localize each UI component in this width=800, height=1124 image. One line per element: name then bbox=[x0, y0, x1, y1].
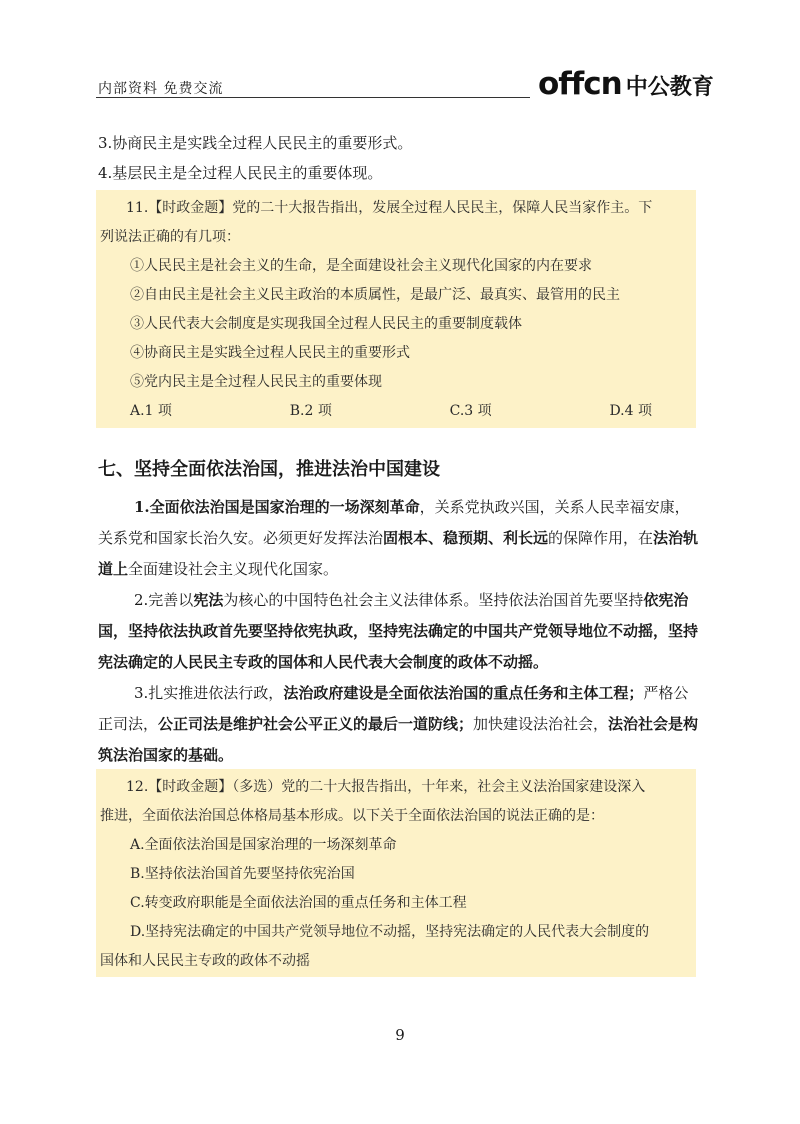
section-7-title: 七、坚持全面依法治国，推进法治中国建设 bbox=[98, 459, 440, 480]
section-7-paragraph-2 bbox=[98, 585, 702, 678]
intro-point-3: 3.协商民主是实践全过程人民民主的重要形式。 bbox=[98, 134, 413, 152]
q11-option-a: A.1 项 bbox=[130, 403, 172, 419]
q11-option-b: B.2 项 bbox=[289, 403, 332, 419]
question-12-box bbox=[96, 769, 696, 977]
q11-option-c: C.3 项 bbox=[449, 403, 492, 419]
offcn-logo bbox=[538, 66, 714, 102]
q12-option-d: D.坚持宪法确定的中国共产党领导地位不动摇，坚持宪法确定的人民代表大会制度的 bbox=[130, 924, 650, 940]
section-7-paragraph-1 bbox=[98, 492, 702, 585]
question-11-box bbox=[96, 190, 696, 428]
header-divider bbox=[96, 97, 530, 98]
q11-stem-line2: 列说法正确的有几项： bbox=[100, 229, 240, 245]
p2-text-c: 为核心的中国特色社会主义法律体系。坚持依法治国首先要坚持 bbox=[223, 591, 644, 609]
p2-bold-d: 依宪治国，坚持依法执政首先要坚持依宪执政，坚持宪法确定的中国共产党领导地位不动摇，坚持宪法确定的人民民主专政的国体和人民代表大会制度的政体不动摇。 bbox=[98, 591, 699, 671]
p1-text-d: 的保障作用，在 bbox=[548, 529, 654, 547]
q11-statement: ③人民代表大会制度是实现我国全过程人民民主的重要制度载体 bbox=[130, 316, 522, 332]
logo-en: offcn bbox=[538, 66, 622, 102]
intro-point-4: 4.基层民主是全过程人民民主的重要体现。 bbox=[98, 164, 383, 182]
p3-text-c: 严格公正司法， bbox=[98, 684, 689, 733]
q12-stem-line1: 12.【时政金题】（多选）党的二十大报告指出，十年来，社会主义法治国家建设深入 bbox=[126, 779, 646, 795]
q11-option-d: D.4 项 bbox=[609, 403, 652, 419]
q12-option-c: C.转变政府职能是全面依法治国的重点任务和主体工程 bbox=[130, 895, 467, 911]
header-left-text: 内部资料 免费交流 bbox=[98, 81, 224, 97]
q12-option-d-line2: 国体和人民民主专政的政体不动摇 bbox=[100, 953, 310, 969]
q11-statement: ②自由民主是社会主义民主政治的本质属性，是最广泛、最真实、最管用的民主 bbox=[130, 287, 620, 303]
p1-bold-a: 1.全面依法治国是国家治理的一场深刻革命 bbox=[134, 498, 420, 516]
q11-statement: ④协商民主是实践全过程人民民主的重要形式 bbox=[130, 345, 410, 361]
q11-stem-line1: 11.【时政金题】党的二十大报告指出，发展全过程人民民主，保障人民当家作主。下 bbox=[126, 200, 653, 216]
p1-bold-c: 固根本、稳预期、利长远 bbox=[383, 529, 549, 547]
p3-bold-b: 法治政府建设是全面依法治国的重点任务和主体工程； bbox=[283, 684, 644, 702]
p3-bold-f: 法治社会是构筑法治国家的基础。 bbox=[98, 715, 699, 764]
p3-bold-d: 公正司法是维护社会公平正义的最后一道防线； bbox=[158, 715, 474, 733]
q12-option-b: B.坚持依法治国首先要坚持依宪治国 bbox=[130, 866, 355, 882]
p1-bold-e: 法治轨道上 bbox=[98, 529, 699, 578]
p3-text-a: 3.扎实推进依法行政， bbox=[134, 684, 284, 702]
p2-text-a: 2.完善以 bbox=[134, 591, 194, 609]
p2-bold-b: 宪法 bbox=[193, 591, 224, 609]
p1-text-f: 全面建设社会主义现代化国家。 bbox=[128, 560, 339, 578]
q12-option-a: A.全面依法治国是国家治理的一场深刻革命 bbox=[130, 837, 397, 853]
page-number: 9 bbox=[395, 1026, 405, 1044]
q12-stem-line2: 推进，全面依法治国总体格局基本形成。以下关于全面依法治国的说法正确的是： bbox=[100, 808, 604, 824]
q11-statement: ⑤党内民主是全过程人民民主的重要体现 bbox=[130, 374, 382, 390]
p1-text-b: ，关系党执政兴国，关系人民幸福安康，关系党和国家长治久安。必须更好发挥法治 bbox=[98, 498, 690, 547]
q11-statement: ①人民民主是社会主义的生命，是全面建设社会主义现代化国家的内在要求 bbox=[130, 258, 592, 274]
section-7-paragraph-3 bbox=[98, 678, 702, 771]
logo-cn: 中公教育 bbox=[625, 75, 714, 100]
q11-options bbox=[130, 397, 682, 426]
p3-text-e: 加快建设法治社会， bbox=[473, 715, 609, 733]
